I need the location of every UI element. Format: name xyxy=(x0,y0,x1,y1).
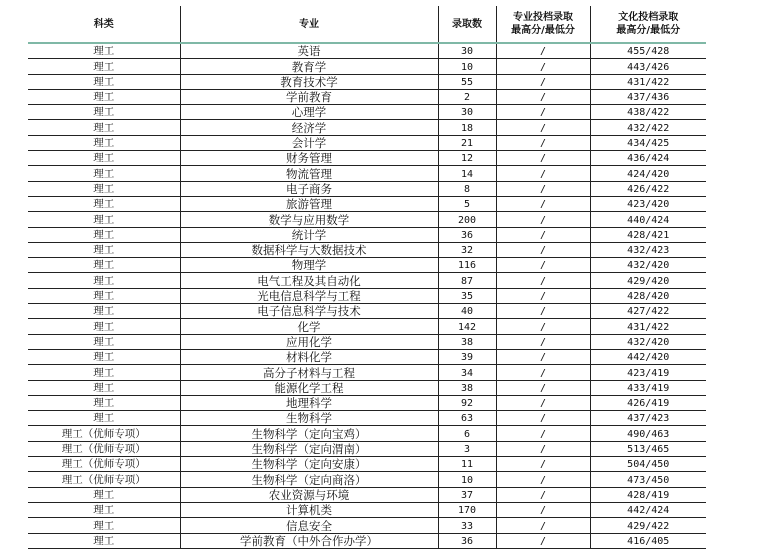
cultural-score-cell: 426/422 xyxy=(590,181,706,196)
category-cell: 理工 xyxy=(28,135,180,150)
category-cell: 理工 xyxy=(28,349,180,364)
category-cell: 理工 xyxy=(28,502,180,517)
cultural-score-cell: 426/419 xyxy=(590,395,706,410)
table-row xyxy=(28,43,706,59)
table-row xyxy=(28,196,706,211)
major-cell: 生物科学（定向渭南） xyxy=(180,441,438,456)
admitted-count-cell: 63 xyxy=(438,411,496,426)
major-cell: 电气工程及其自动化 xyxy=(180,273,438,288)
admitted-count-cell: 87 xyxy=(438,273,496,288)
admitted-count-cell: 10 xyxy=(438,472,496,487)
major-cell: 经济学 xyxy=(180,120,438,135)
cultural-score-cell: 428/420 xyxy=(590,288,706,303)
category-cell: 理工（优师专项） xyxy=(28,457,180,472)
major-cell: 农业资源与环境 xyxy=(180,487,438,502)
header-cultural-score-line1: 文化投档录取 xyxy=(618,12,679,23)
major-cell: 旅游管理 xyxy=(180,196,438,211)
cultural-score-cell: 432/422 xyxy=(590,120,706,135)
header-professional-score-line2: 最高分/最低分 xyxy=(511,25,575,36)
cultural-score-cell: 428/419 xyxy=(590,487,706,502)
admitted-count-cell: 2 xyxy=(438,89,496,104)
cultural-score-cell: 416/405 xyxy=(590,533,706,548)
professional-score-cell: / xyxy=(496,472,590,487)
professional-score-cell: / xyxy=(496,502,590,517)
table-row xyxy=(28,457,706,472)
header-professional-score-line1: 专业投档录取 xyxy=(513,12,573,23)
admitted-count-cell: 5 xyxy=(438,196,496,211)
cultural-score-cell: 473/450 xyxy=(590,472,706,487)
major-cell: 数学与应用数学 xyxy=(180,212,438,227)
major-cell: 生物科学（定向宝鸡） xyxy=(180,426,438,441)
table-row xyxy=(28,273,706,288)
admitted-count-cell: 36 xyxy=(438,227,496,242)
admission-score-table xyxy=(28,6,706,549)
major-cell: 学前教育 xyxy=(180,89,438,104)
table-row xyxy=(28,349,706,364)
table-row xyxy=(28,212,706,227)
professional-score-cell: / xyxy=(496,74,590,89)
table-row xyxy=(28,411,706,426)
category-cell: 理工（优师专项） xyxy=(28,441,180,456)
table-row xyxy=(28,242,706,257)
header-major: 专业 xyxy=(180,6,438,43)
table-row xyxy=(28,89,706,104)
table-row xyxy=(28,227,706,242)
cultural-score-cell: 490/463 xyxy=(590,426,706,441)
cultural-score-cell: 437/436 xyxy=(590,89,706,104)
category-cell: 理工 xyxy=(28,242,180,257)
category-cell: 理工 xyxy=(28,120,180,135)
category-cell: 理工 xyxy=(28,518,180,533)
admitted-count-cell: 33 xyxy=(438,518,496,533)
admitted-count-cell: 170 xyxy=(438,502,496,517)
category-cell: 理工 xyxy=(28,74,180,89)
table-row xyxy=(28,395,706,410)
major-cell: 电子信息科学与技术 xyxy=(180,304,438,319)
table-header xyxy=(28,6,706,43)
major-cell: 生物科学 xyxy=(180,411,438,426)
professional-score-cell: / xyxy=(496,105,590,120)
table-row xyxy=(28,151,706,166)
admitted-count-cell: 34 xyxy=(438,365,496,380)
cultural-score-cell: 423/419 xyxy=(590,365,706,380)
professional-score-cell: / xyxy=(496,457,590,472)
major-cell: 信息安全 xyxy=(180,518,438,533)
category-cell: 理工（优师专项） xyxy=(28,472,180,487)
category-cell: 理工 xyxy=(28,105,180,120)
admitted-count-cell: 35 xyxy=(438,288,496,303)
table-row xyxy=(28,304,706,319)
admitted-count-cell: 30 xyxy=(438,105,496,120)
major-cell: 物理学 xyxy=(180,258,438,273)
cultural-score-cell: 442/420 xyxy=(590,349,706,364)
cultural-score-cell: 443/426 xyxy=(590,59,706,74)
table-row xyxy=(28,258,706,273)
major-cell: 光电信息科学与工程 xyxy=(180,288,438,303)
header-category: 科类 xyxy=(28,6,180,43)
major-cell: 英语 xyxy=(180,43,438,59)
category-cell: 理工 xyxy=(28,288,180,303)
cultural-score-cell: 438/422 xyxy=(590,105,706,120)
major-cell: 电子商务 xyxy=(180,181,438,196)
admitted-count-cell: 21 xyxy=(438,135,496,150)
major-cell: 计算机类 xyxy=(180,502,438,517)
cultural-score-cell: 427/422 xyxy=(590,304,706,319)
header-professional-score xyxy=(496,6,590,43)
major-cell: 高分子材料与工程 xyxy=(180,365,438,380)
category-cell: 理工（优师专项） xyxy=(28,426,180,441)
admitted-count-cell: 18 xyxy=(438,120,496,135)
cultural-score-cell: 431/422 xyxy=(590,74,706,89)
professional-score-cell: / xyxy=(496,196,590,211)
category-cell: 理工 xyxy=(28,380,180,395)
admitted-count-cell: 3 xyxy=(438,441,496,456)
major-cell: 教育学 xyxy=(180,59,438,74)
cultural-score-cell: 433/419 xyxy=(590,380,706,395)
cultural-score-cell: 436/424 xyxy=(590,151,706,166)
admitted-count-cell: 32 xyxy=(438,242,496,257)
admitted-count-cell: 142 xyxy=(438,319,496,334)
cultural-score-cell: 432/420 xyxy=(590,258,706,273)
admitted-count-cell: 40 xyxy=(438,304,496,319)
cultural-score-cell: 504/450 xyxy=(590,457,706,472)
table-row xyxy=(28,105,706,120)
cultural-score-cell: 440/424 xyxy=(590,212,706,227)
admitted-count-cell: 14 xyxy=(438,166,496,181)
category-cell: 理工 xyxy=(28,258,180,273)
admitted-count-cell: 6 xyxy=(438,426,496,441)
table-row xyxy=(28,166,706,181)
table-row xyxy=(28,120,706,135)
admitted-count-cell: 11 xyxy=(438,457,496,472)
table-row xyxy=(28,487,706,502)
category-cell: 理工 xyxy=(28,304,180,319)
category-cell: 理工 xyxy=(28,319,180,334)
professional-score-cell: / xyxy=(496,334,590,349)
table-row xyxy=(28,288,706,303)
major-cell: 地理科学 xyxy=(180,395,438,410)
table-row xyxy=(28,426,706,441)
professional-score-cell: / xyxy=(496,319,590,334)
professional-score-cell: / xyxy=(496,411,590,426)
table-body xyxy=(28,43,706,548)
table-row xyxy=(28,181,706,196)
major-cell: 化学 xyxy=(180,319,438,334)
cultural-score-cell: 432/423 xyxy=(590,242,706,257)
professional-score-cell: / xyxy=(496,151,590,166)
admitted-count-cell: 38 xyxy=(438,334,496,349)
cultural-score-cell: 455/428 xyxy=(590,43,706,59)
cultural-score-cell: 437/423 xyxy=(590,411,706,426)
major-cell: 统计学 xyxy=(180,227,438,242)
admitted-count-cell: 39 xyxy=(438,349,496,364)
professional-score-cell: / xyxy=(496,533,590,548)
category-cell: 理工 xyxy=(28,166,180,181)
category-cell: 理工 xyxy=(28,43,180,59)
header-cultural-score xyxy=(590,6,706,43)
table-row xyxy=(28,380,706,395)
category-cell: 理工 xyxy=(28,533,180,548)
cultural-score-cell: 434/425 xyxy=(590,135,706,150)
professional-score-cell: / xyxy=(496,349,590,364)
table-row xyxy=(28,441,706,456)
professional-score-cell: / xyxy=(496,89,590,104)
category-cell: 理工 xyxy=(28,151,180,166)
major-cell: 会计学 xyxy=(180,135,438,150)
table-row xyxy=(28,319,706,334)
major-cell: 物流管理 xyxy=(180,166,438,181)
table-row xyxy=(28,518,706,533)
category-cell: 理工 xyxy=(28,181,180,196)
major-cell: 材料化学 xyxy=(180,349,438,364)
header-row xyxy=(28,6,706,43)
admitted-count-cell: 12 xyxy=(438,151,496,166)
category-cell: 理工 xyxy=(28,89,180,104)
table-row xyxy=(28,74,706,89)
cultural-score-cell: 432/420 xyxy=(590,334,706,349)
category-cell: 理工 xyxy=(28,196,180,211)
professional-score-cell: / xyxy=(496,487,590,502)
professional-score-cell: / xyxy=(496,288,590,303)
professional-score-cell: / xyxy=(496,43,590,59)
table-row xyxy=(28,59,706,74)
category-cell: 理工 xyxy=(28,334,180,349)
cultural-score-cell: 513/465 xyxy=(590,441,706,456)
major-cell: 应用化学 xyxy=(180,334,438,349)
admitted-count-cell: 38 xyxy=(438,380,496,395)
professional-score-cell: / xyxy=(496,380,590,395)
professional-score-cell: / xyxy=(496,365,590,380)
admitted-count-cell: 8 xyxy=(438,181,496,196)
cultural-score-cell: 429/422 xyxy=(590,518,706,533)
professional-score-cell: / xyxy=(496,166,590,181)
professional-score-cell: / xyxy=(496,304,590,319)
major-cell: 心理学 xyxy=(180,105,438,120)
professional-score-cell: / xyxy=(496,242,590,257)
cultural-score-cell: 423/420 xyxy=(590,196,706,211)
major-cell: 生物科学（定向商洛） xyxy=(180,472,438,487)
admitted-count-cell: 116 xyxy=(438,258,496,273)
professional-score-cell: / xyxy=(496,258,590,273)
admitted-count-cell: 10 xyxy=(438,59,496,74)
category-cell: 理工 xyxy=(28,395,180,410)
cultural-score-cell: 424/420 xyxy=(590,166,706,181)
major-cell: 教育技术学 xyxy=(180,74,438,89)
professional-score-cell: / xyxy=(496,212,590,227)
category-cell: 理工 xyxy=(28,273,180,288)
table-row xyxy=(28,334,706,349)
table-row xyxy=(28,502,706,517)
table-row xyxy=(28,472,706,487)
cultural-score-cell: 429/420 xyxy=(590,273,706,288)
professional-score-cell: / xyxy=(496,441,590,456)
admitted-count-cell: 200 xyxy=(438,212,496,227)
major-cell: 学前教育（中外合作办学） xyxy=(180,533,438,548)
admitted-count-cell: 92 xyxy=(438,395,496,410)
category-cell: 理工 xyxy=(28,365,180,380)
header-cultural-score-line2: 最高分/最低分 xyxy=(616,25,681,36)
professional-score-cell: / xyxy=(496,135,590,150)
cultural-score-cell: 442/424 xyxy=(590,502,706,517)
professional-score-cell: / xyxy=(496,395,590,410)
major-cell: 财务管理 xyxy=(180,151,438,166)
category-cell: 理工 xyxy=(28,411,180,426)
category-cell: 理工 xyxy=(28,227,180,242)
header-admitted-count: 录取数 xyxy=(438,6,496,43)
professional-score-cell: / xyxy=(496,120,590,135)
professional-score-cell: / xyxy=(496,273,590,288)
table-row xyxy=(28,533,706,548)
cultural-score-cell: 431/422 xyxy=(590,319,706,334)
admitted-count-cell: 55 xyxy=(438,74,496,89)
category-cell: 理工 xyxy=(28,212,180,227)
major-cell: 生物科学（定向安康） xyxy=(180,457,438,472)
cultural-score-cell: 428/421 xyxy=(590,227,706,242)
professional-score-cell: / xyxy=(496,227,590,242)
professional-score-cell: / xyxy=(496,518,590,533)
category-cell: 理工 xyxy=(28,59,180,74)
major-cell: 数据科学与大数据技术 xyxy=(180,242,438,257)
professional-score-cell: / xyxy=(496,59,590,74)
professional-score-cell: / xyxy=(496,181,590,196)
admitted-count-cell: 37 xyxy=(438,487,496,502)
table-row xyxy=(28,365,706,380)
professional-score-cell: / xyxy=(496,426,590,441)
admitted-count-cell: 30 xyxy=(438,43,496,59)
admitted-count-cell: 36 xyxy=(438,533,496,548)
major-cell: 能源化学工程 xyxy=(180,380,438,395)
table-row xyxy=(28,135,706,150)
category-cell: 理工 xyxy=(28,487,180,502)
